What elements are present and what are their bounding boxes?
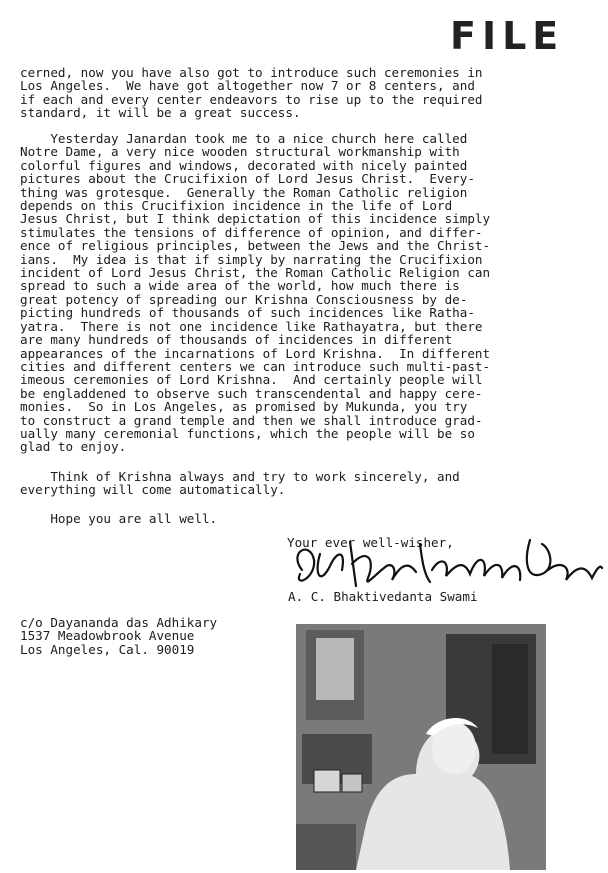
paragraph-4: Hope you are all well.: [20, 511, 218, 526]
closing-salutation: Your ever well-wisher,: [287, 535, 454, 550]
recipient-address: c/o Dayananda das Adhikary 1537 Meadowbrook Avenue Los Angeles, Cal. 90019: [20, 615, 218, 657]
paragraph-1: cerned, now you have also got to introduce such ceremonies in Los Angeles. We have got altogether now 7 or 8 centers, and if each and every center endeavors to rise up to the required standard, it will be a great success.: [20, 65, 483, 121]
signer-name: A. C. Bhaktivedanta Swami: [288, 589, 478, 604]
paragraph-3: Think of Krishna always and try to work sincerely, and everything will come automatically.: [20, 469, 460, 498]
halftone-photo: [296, 624, 546, 870]
file-stamp: FILE: [450, 14, 565, 58]
paragraph-2: Yesterday Janardan took me to a nice church here called Notre Dame, a very nice wooden structural workmanship with colorful figures and windows, decorated with nicely painted pictures about the Crucifixion of Lord Jesus Christ. Every- thing was grotesque. Generally the Roman Catholic religion depends on this Crucifixion incidence in the life of Lord Jesus Christ, but I think depictation of this incidence simply stimulates the tensions of difference of opinion, and differ- ence of religious principles, between the Jews and the Christ- ians. My idea is that if simply by narrating the Crucifixion incident of Lord Jesus Christ, the Roman Catholic Religion can spread to such a wide area of the world, how much there is great potency of spreading our Krishna Consciousness by de- picting hundreds of thousands of such incidences like Ratha- yatra. There is not one incidence like Rathayatra, but there are many hundreds of thousands of incidences in different appearances of the incarnations of Lord Krishna. In different cities and different centers we can introduce such multi-past- imeous ceremonies of Lord Krishna. And certainly people will be engladdened to observe such transcendental and happy cere- monies. So in Los Angeles, as promised by Mukunda, you try to construct a grand temple and then we shall introduce grad- ually many ceremonial functions, which the people will be so glad to enjoy.: [20, 131, 491, 455]
